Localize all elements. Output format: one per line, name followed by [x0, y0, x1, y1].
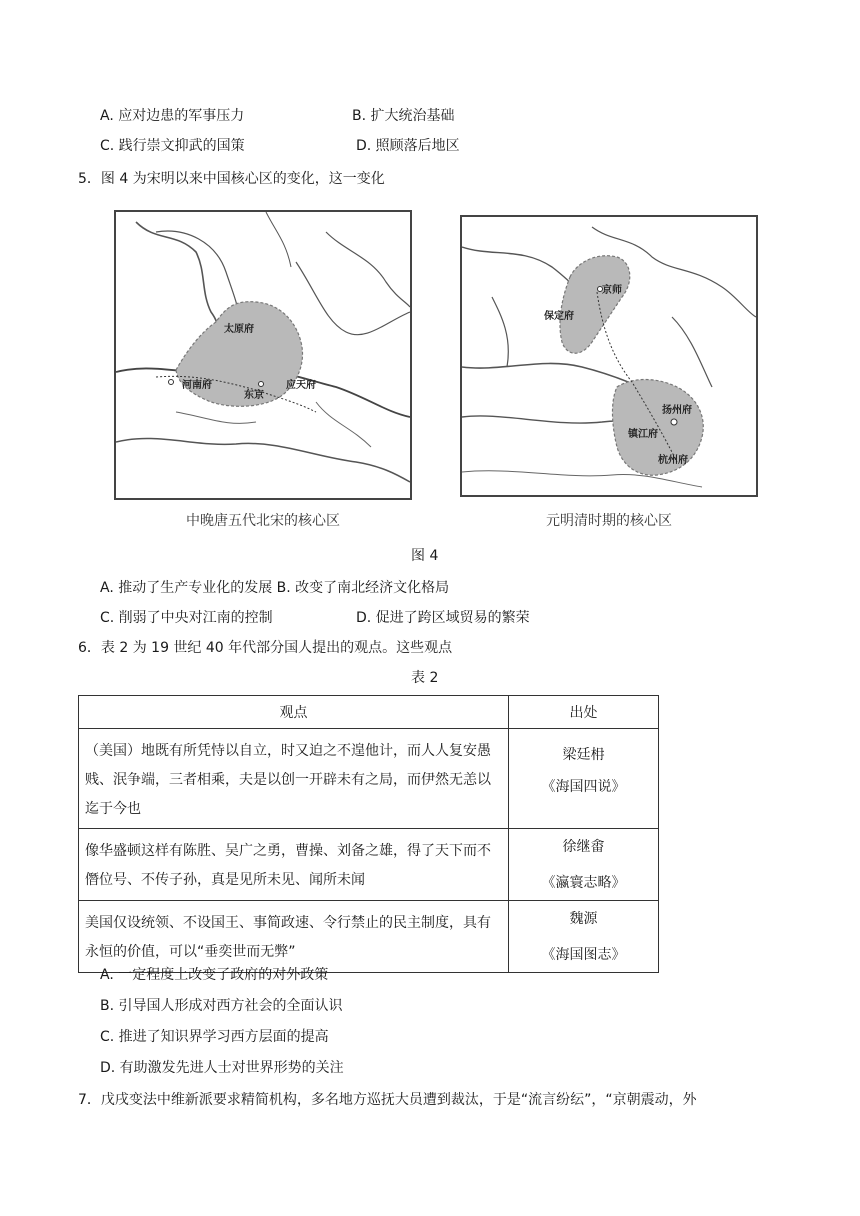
- q4-option-d: D. 照顾落后地区: [356, 138, 460, 154]
- row-view: 美国仅设统领、不设国王、事简政速、令行禁止的民主制度，具有永恒的价值，可以“垂奕世而无弊”: [79, 901, 509, 973]
- map-right-label-jingshi: 京师: [602, 285, 622, 296]
- table-header-row: [79, 696, 659, 729]
- header-view: 观点: [79, 696, 509, 729]
- q4-option-c: C. 践行崇文抑武的国策: [100, 138, 245, 154]
- map-right-label-baoding: 保定府: [544, 311, 574, 322]
- row-source: [509, 729, 659, 829]
- map-left-caption: 中晚唐五代北宋的核心区: [186, 513, 340, 529]
- q5-stem: 5．图 4 为宋明以来中国核心区的变化，这一变化: [78, 171, 385, 187]
- q6-option-c: C. 推进了知识界学习西方层面的提高: [100, 1029, 329, 1045]
- q5-option-a-b: A. 推动了生产专业化的发展 B. 改变了南北经济文化格局: [100, 580, 450, 596]
- map-right-drawing: [462, 217, 756, 495]
- map-right: [460, 215, 758, 497]
- q5-option-c: C. 削弱了中央对江南的控制: [100, 610, 273, 626]
- row-source: [509, 829, 659, 901]
- source-author: 徐继畬: [562, 839, 605, 855]
- map-left-label-dongjing: 东京: [244, 390, 264, 401]
- map-left-drawing: [116, 212, 410, 498]
- map-left-label-taiyuan: 太原府: [224, 324, 254, 335]
- q6-option-b: B. 引导国人形成对西方社会的全面认识: [100, 998, 343, 1014]
- q6-option-d: D. 有助激发先进人士对世界形势的关注: [100, 1060, 344, 1076]
- q4-option-a: A. 应对边患的军事压力: [100, 108, 245, 124]
- q7-stem: 7．戊戌变法中维新派要求精简机构，多名地方巡抚大员遭到裁汰，于是“流言纷纭”，“京朝震动，外: [78, 1092, 697, 1108]
- map-right-label-zhenjiang: 镇江府: [628, 429, 658, 440]
- source-author: 魏源: [569, 911, 598, 927]
- row-view: （美国）地既有所凭恃以自立，时又迫之不遑他计，而人人复安愚贱、泯争端，三者相乘，夫是以创一开辟未有之局，而伊然无恙以迄于今也: [79, 729, 509, 829]
- table-row: [79, 901, 659, 973]
- source-author: 梁廷枏: [562, 747, 605, 763]
- source-book: 《海国图志》: [541, 947, 626, 963]
- q4-option-b: B. 扩大统治基础: [352, 108, 455, 124]
- header-source: 出处: [509, 696, 659, 729]
- q5-option-d: D. 促进了跨区域贸易的繁荣: [356, 610, 530, 626]
- row-view: 像华盛顿这样有陈胜、吴广之勇，曹操、刘备之雄，得了天下而不僭位号、不传子孙，真是见所未见、闻所未闻: [79, 829, 509, 901]
- table-row: [79, 729, 659, 829]
- map-right-caption: 元明清时期的核心区: [546, 513, 672, 529]
- q6-option-a: A. 一定程度上改变了政府的对外政策: [100, 967, 329, 983]
- table-row: [79, 829, 659, 901]
- table-2: [78, 695, 659, 973]
- source-book: 《海国四说》: [541, 779, 626, 795]
- map-right-label-yangzhou: 扬州府: [662, 405, 692, 416]
- q6-stem: 6．表 2 为 19 世纪 40 年代部分国人提出的观点。这些观点: [78, 640, 453, 656]
- source-book: 《瀛寰志略》: [541, 875, 626, 891]
- figure-label: 图 4: [411, 548, 439, 564]
- table-title: 表 2: [411, 670, 439, 686]
- map-left: [114, 210, 412, 500]
- map-right-label-hangzhou: 杭州府: [658, 455, 688, 466]
- row-source: [509, 901, 659, 973]
- map-left-label-yingtian: 应天府: [286, 380, 316, 391]
- map-left-label-henan: 河南府: [182, 380, 212, 391]
